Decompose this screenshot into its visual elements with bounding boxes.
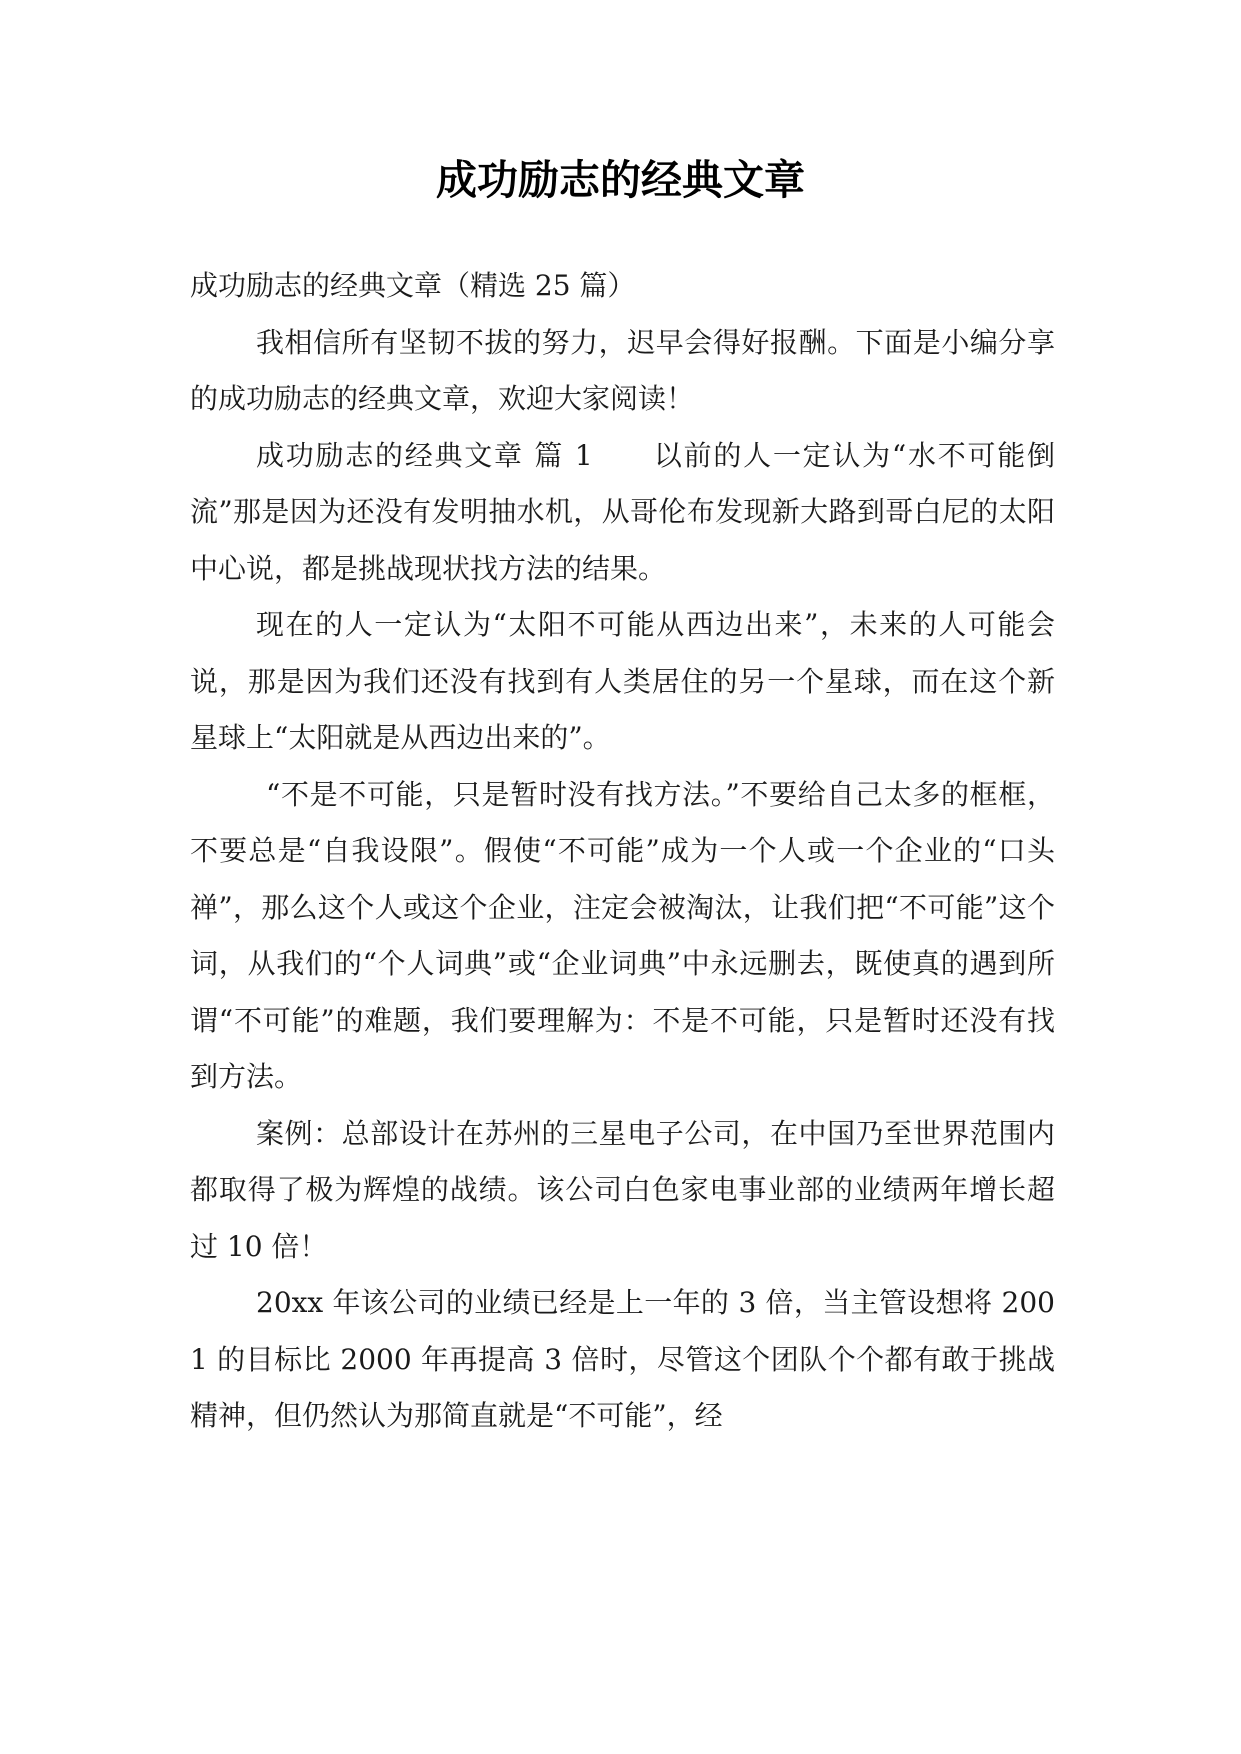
document-title: 成功励志的经典文章	[436, 156, 805, 204]
subtitle-line: 成功励志的经典文章（精选 25 篇）	[190, 269, 636, 302]
paragraph-case-detail: 20xx 年该公司的业绩已经是上一年的 3 倍，当主管设想将 2001 的目标比 2000 年再提高 3 倍时，尽管这个团队个个都有敢于挑战精神，但仍然认为那简直就是“不可能”，经	[190, 1286, 1055, 1432]
document-body	[190, 258, 1055, 1445]
paragraph-case: 案例：总部设计在苏州的三星电子公司，在中国乃至世界范围内都取得了极为辉煌的战绩。该公司白色家电事业部的业绩两年增长超过 10 倍！	[190, 1116, 1055, 1263]
paragraph-intro: 我相信所有坚韧不拔的努力，迟早会得好报酬。下面是小编分享的成功励志的经典文章，欢迎大家阅读！	[190, 325, 1055, 415]
paragraph-sun-west: 现在的人一定认为“太阳不可能从西边出来”，未来的人可能会说，那是因为我们还没有找到有人类居住的另一个星球，而在这个新星球上“太阳就是从西边出来的”。	[190, 608, 1055, 754]
paragraph-section-1: 成功励志的经典文章 篇 1 以前的人一定认为“水不可能倒流”那是因为还没有发明抽水机，从哥伦布发现新大路到哥白尼的太阳中心说，都是挑战现状找方法的结果。	[190, 438, 1055, 585]
paragraph-not-impossible: “不是不可能，只是暂时没有找方法。”不要给自己太多的框框，不要总是“自我设限”。假使“不可能”成为一个人或一个企业的“口头禅”，那么这个人或这个企业，注定会被淘汰，让我们把“不可能”这个词，从我们的“个人词典”或“企业词典”中永远删去，既使真的遇到所谓“不可能”的难题，我们要理解为：不是不可能，只是暂时还没有找到方法。	[190, 777, 1055, 1093]
